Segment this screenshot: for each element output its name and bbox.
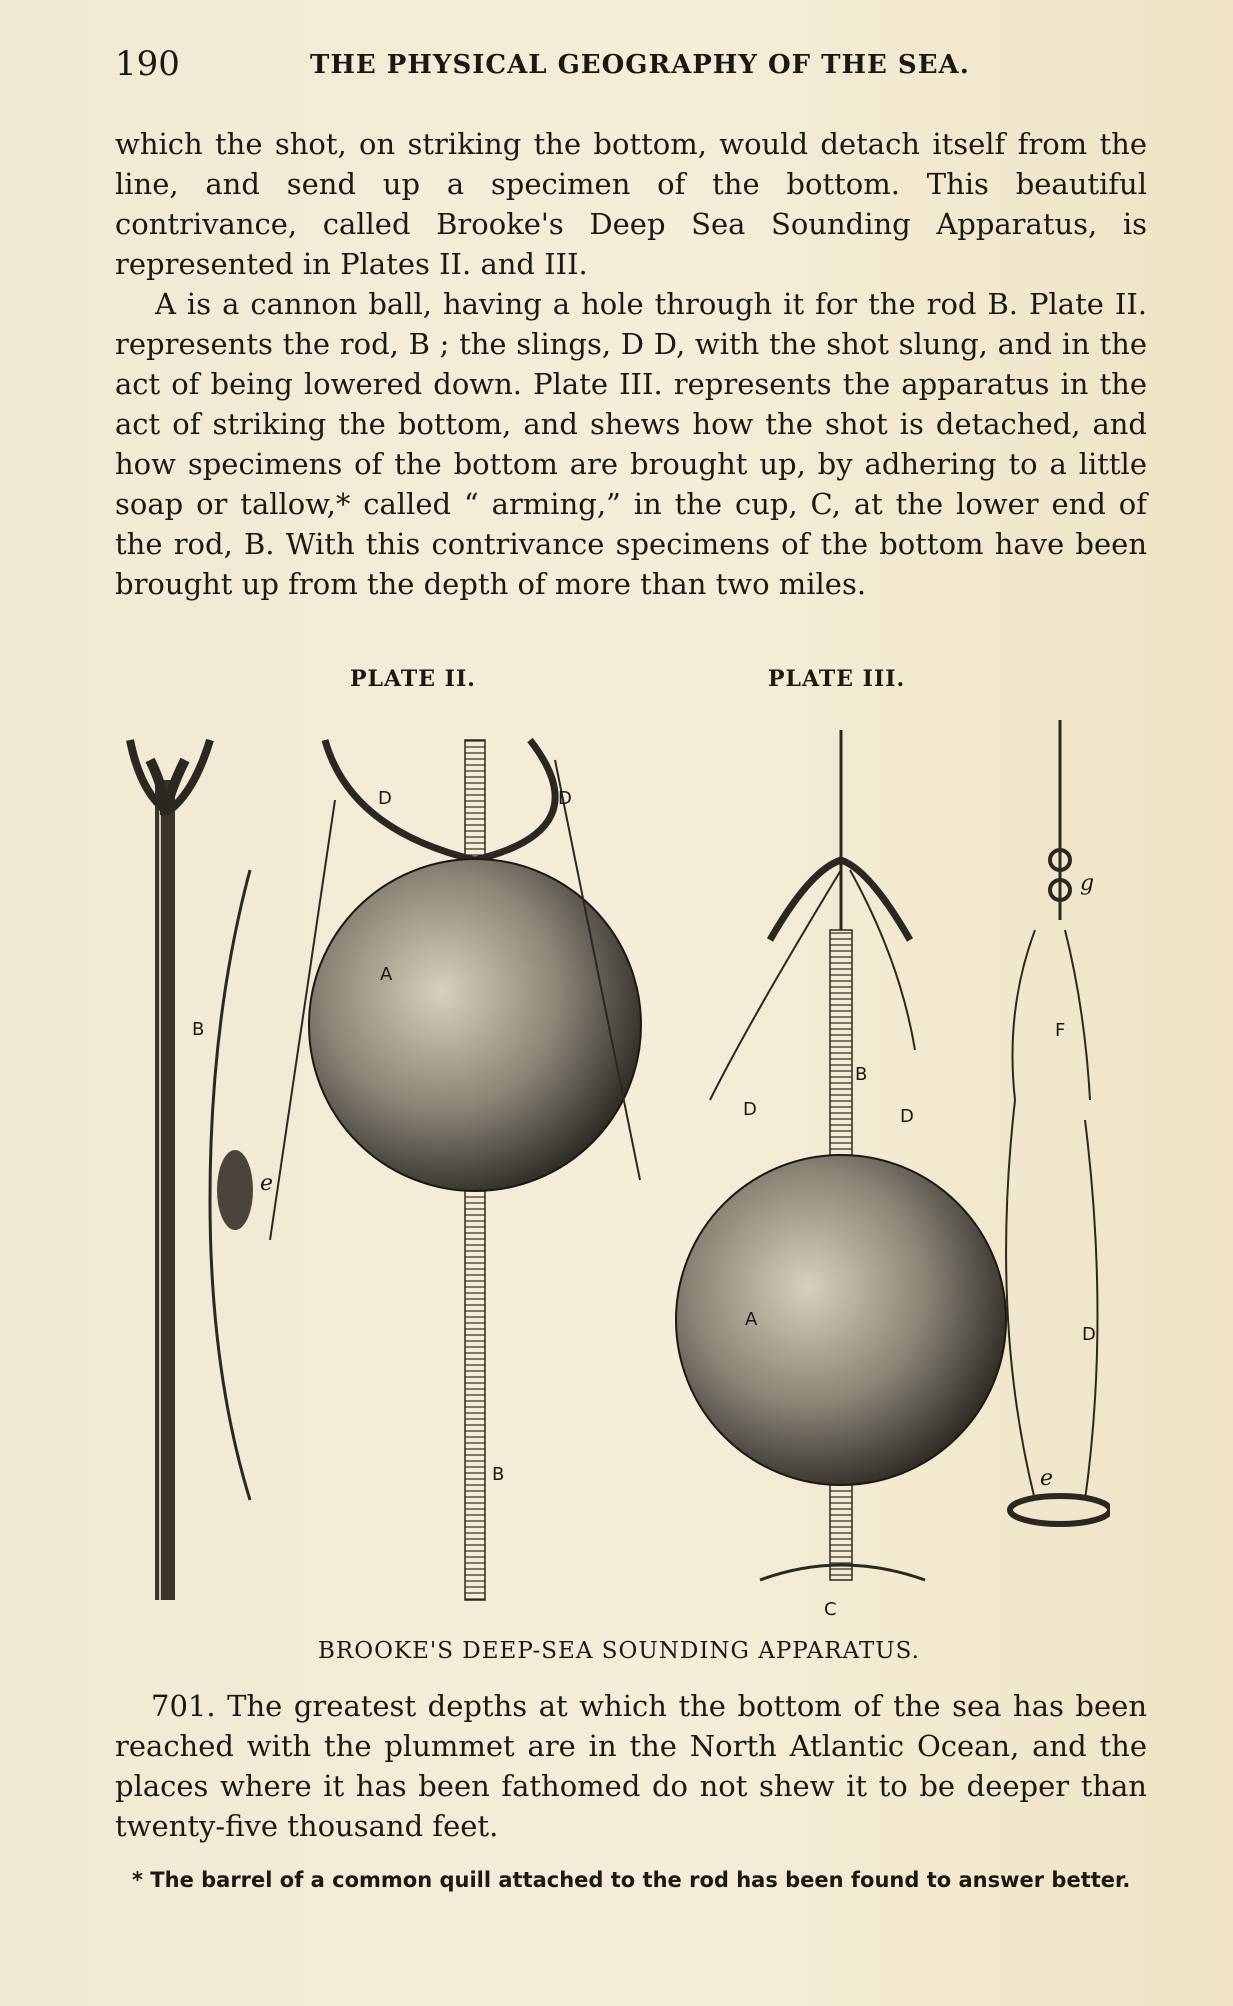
paragraph-2: A is a cannon ball, having a hole through it for the rod B. Plate II. represents the rod, B ; the slings, D D, with the shot slung, and in the act of being lowered down. Plate III. represents the apparatus in the act of striking the bottom, and shews how the shot is detached, and how specimens of the bottom are brought up, by adhering to a little soap or tallow,* called “ arming,” in the cup, C, at the lower end of the rod, B. With this contrivance specimens of the bottom have been brought up from the depth of more than two miles. <box>115 287 1147 601</box>
page-number: 190 <box>115 44 180 84</box>
label-b-plate-ii: B <box>492 1464 505 1485</box>
label-c-plate-iii: C <box>824 1599 837 1620</box>
label-g: g <box>1080 871 1095 896</box>
label-d-plate-ii-left: D <box>378 788 392 809</box>
label-d-chain: D <box>1082 1324 1096 1345</box>
plate-iii-label: PLATE III. <box>768 666 906 692</box>
plate-ii-assembly <box>270 740 641 1600</box>
running-head <box>115 44 1145 94</box>
label-d-plate-iii-left: D <box>743 1099 757 1120</box>
label-a-plate-ii: A <box>380 964 393 985</box>
hanging-chain-assembly <box>1006 720 1110 1524</box>
plate-ii-label: PLATE II. <box>350 666 476 692</box>
figure-caption: BROOKE'S DEEP-SEA SOUNDING APPARATUS. <box>318 1638 920 1664</box>
running-title: THE PHYSICAL GEOGRAPHY OF THE SEA. <box>310 50 970 80</box>
label-b-plate-iii: B <box>855 1064 868 1085</box>
label-f: F <box>1055 1020 1066 1041</box>
paragraph-1: which the shot, on striking the bottom, would detach itself from the line, and send up a specimen of the bottom. This beautiful contrivance, called Brooke's Deep Sea Sounding Apparatus, is represented in Plates II. and III. <box>115 127 1147 281</box>
label-e-chain: e <box>1040 1466 1054 1491</box>
plate-iii-assembly <box>676 730 1006 1620</box>
label-d-plate-ii-right: D <box>558 788 572 809</box>
paragraph-701: 701. The greatest depths at which the bottom of the sea has been reached with the plummet are in the North Atlantic Ocean, and the places where it has been fathomed do not shew it to be deeper than twenty-five thousand feet. <box>115 1689 1147 1843</box>
footnote: * The barrel of a common quill attached to the rod has been found to answer better. <box>132 1868 1131 1892</box>
label-e-left: e <box>260 1171 274 1196</box>
label-a-plate-iii: A <box>745 1309 758 1330</box>
quill-with-cup <box>210 870 273 1500</box>
sounding-apparatus-illustration <box>110 720 1110 1620</box>
standalone-rod-left <box>130 740 210 1600</box>
label-b-left: B <box>192 1019 205 1040</box>
label-d-plate-iii-right: D <box>900 1106 914 1127</box>
